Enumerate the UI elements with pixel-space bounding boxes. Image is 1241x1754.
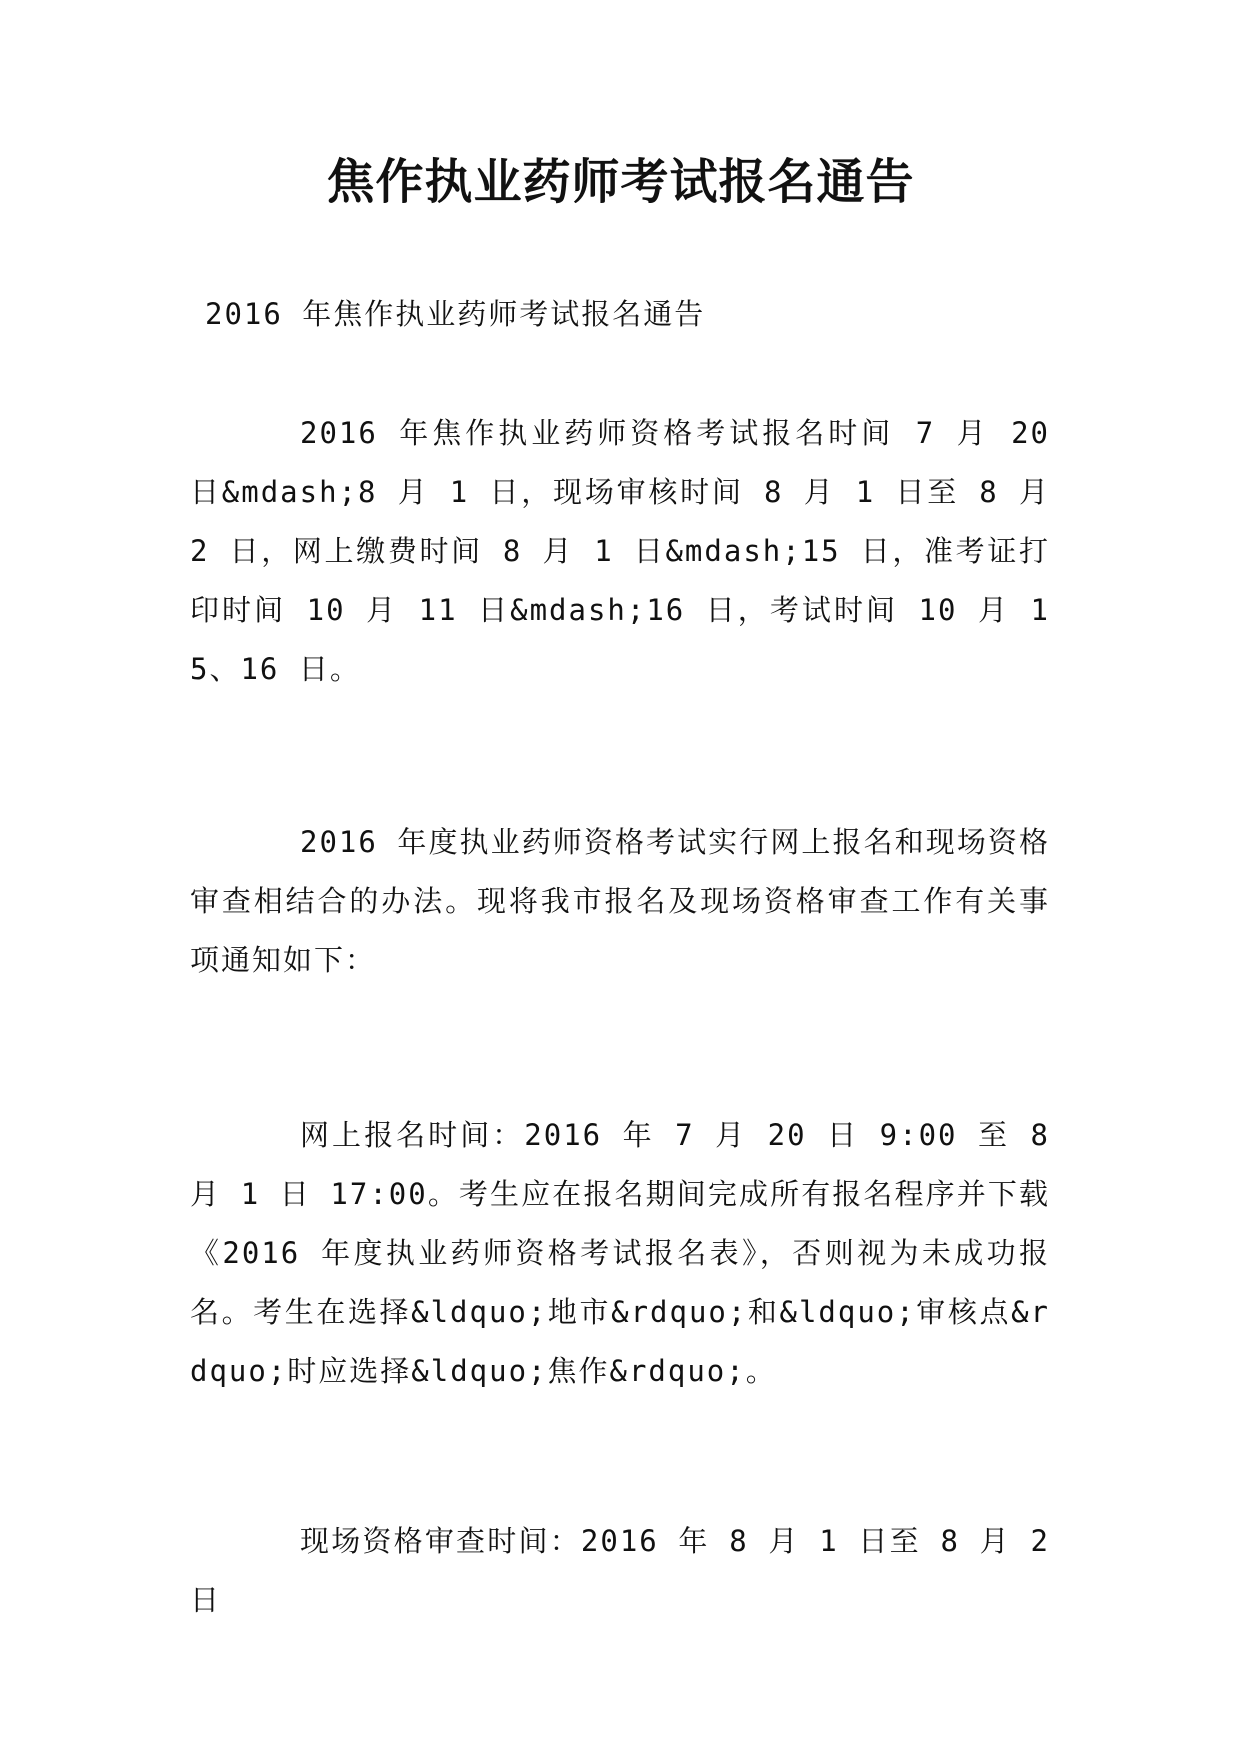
document-title: 焦作执业药师考试报名通告: [326, 154, 915, 210]
paragraph-method: 2016 年度执业药师资格考试实行网上报名和现场资格审查相结合的办法。现将我市报名及现场资格审查工作有关事项通知如下：: [190, 825, 1050, 977]
document-subtitle: 2016 年焦作执业药师考试报名通告: [205, 297, 706, 331]
paragraph-online-registration: 网上报名时间：2016 年 7 月 20 日 9:00 至 8 月 1 日 17:00。考生应在报名期间完成所有报名程序并下载《2016 年度执业药师资格考试报名表》，否则视为未成功报名。考生在选择&ldquo;地市&rdquo;和&ldquo;审核点&rdquo;时应选择&ldquo;焦作&rdquo;。: [190, 1118, 1050, 1388]
paragraph-onsite-review: 现场资格审查时间：2016 年 8 月 1 日至 8 月 2 日: [190, 1524, 1050, 1617]
paragraph-schedule: 2016 年焦作执业药师资格考试报名时间 7 月 20 日&mdash;8 月 1 日，现场审核时间 8 月 1 日至 8 月 2 日，网上缴费时间 8 月 1 日&mdash;15 日，准考证打印时间 10 月 11 日&mdash;16 日，考试时间 10 月 15、16 日。: [190, 416, 1050, 686]
